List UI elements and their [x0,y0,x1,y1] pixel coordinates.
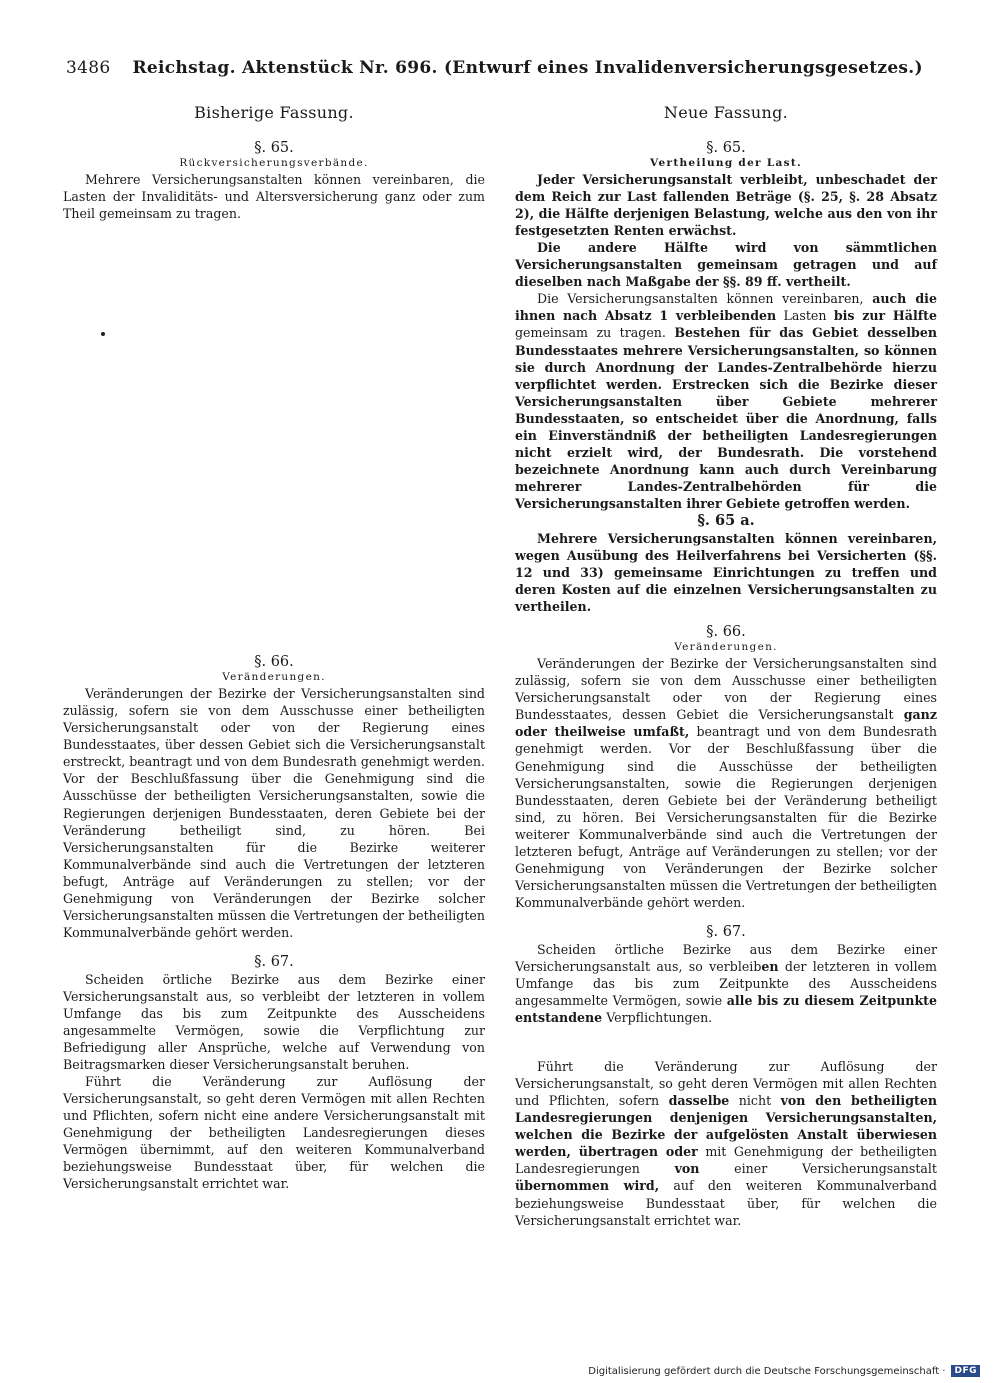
section-text: Mehrere Versicherungsanstalten können vereinbaren, die Lasten der Invaliditäts- und Altersversicherung ganz oder zum Theil gemeinsam zu tragen. [63,172,485,222]
section-number: §. 65. [706,140,746,157]
column-heading-new: Neue Fassung. [663,103,789,122]
section-number: §. 67. [254,953,294,970]
paragraph-gap [515,911,937,923]
dfg-logo: DFG [951,1365,980,1377]
section-text [515,290,937,512]
section-number: §. 66. [706,624,746,641]
section-text [515,941,937,1026]
text-run: Scheiden örtliche Bezirke aus dem Bezirke einer Versicherungsanstalt aus, so verbleib [515,941,937,974]
column-new-version [515,104,937,1229]
section-text [515,1058,937,1228]
section-text: Jeder Versicherungsanstalt verbleibt, unbeschadet der dem Reich zur Last fallenden Beträge (§. 25, §. 28 Absatz 2), die Hälfte derjenigen Belastung, welche aus den von ihr festgesetzten Renten erwächst. [515,172,937,239]
paragraph-gap [515,615,937,623]
column-heading-old: Bisherige Fassung. [194,103,354,122]
text-run-bold: alle bis zu diesem Zeitpunkte entstandene [515,993,937,1026]
text-run-bold: von den betheiligten Landesregierungen denjenigen Versicherungsanstalten, welchen die Bezirke der aufgelösten Anstalt überwiesen werden, übertragen oder [515,1093,937,1160]
text-run: auf den weiteren Kommunalverband beziehungsweise Bundesstaat über, für welchen die Versicherungsanstalt errichtet war. [515,1178,937,1228]
section-text: Mehrere Versicherungsanstalten können vereinbaren, wegen Ausübung des Heilverfahrens bei Versicherten (§§. 12 und 33) gemeinsame Einrichtungen zu treffen und deren Kosten auf die einzelnen Versicherungsanstalten zu vertheilen. [515,530,937,615]
text-run: Lasten [776,308,834,324]
text-run: gemeinsam zu tragen. [515,325,675,341]
digitization-credit [588,1365,980,1377]
section-subtitle: Rückversicherungsverbände. [179,157,369,170]
text-run-bold: von [674,1161,700,1177]
text-run: Veränderungen der Bezirke der Versicherungsanstalten sind zulässig, sofern sie von dem Ausschusse einer betheiligten Versicherungsanstalt oder von der Regierung eines Bundesstaates, dessen Gebiet die Versicherungsanstalt [515,656,937,723]
running-title: Reichstag. Aktenstück Nr. 696. (Entwurf eines Invalidenversicherungsgesetzes.) [132,58,923,78]
text-run-bold: auch die ihnen nach Absatz 1 verbleibenden [515,291,937,324]
section-number: §. 65 a. [697,511,755,529]
column-old-version [63,104,485,1193]
page-number: 3486 [66,58,111,78]
section-subtitle: Veränderungen. [674,641,778,654]
section-text [515,655,937,911]
text-run-bold: Bestehen für das Gebiet desselben Bundesstaates mehrere Versicherungsanstalten, so können sie durch Anordnung der Landes-Zentralbehörde hierzu verpflichtet werden. Erstrecken sich die Bezirke dieser Versicherungsanstalten über Gebiete mehrerer Bundesstaaten, so entscheidet über die Anordnung, falls ein Einverständniß der betheiligten Landesregierungen nicht erzielt wird, der Bundesrath. Die vorstehend bezeichnete Anordnung kann auch durch Vereinbarung mehrerer Landes-Zentralbehörden für die Versicherungsanstalten ihrer Gebiete getroffen werden. [515,325,937,511]
text-run: nicht [729,1093,781,1109]
section-text: Scheiden örtliche Bezirke aus dem Bezirke einer Versicherungsanstalt aus, so verbleibt der letzteren in vollem Umfange das bis zum Zeitpunkte des Ausscheidens angesammelte Vermögen, sowie die Verpflichtung zur Befriedigung aller Ansprüche, welche auf Verwendung von Beitragsmarken dieser Versicherungsanstalt beruhen. [63,971,485,1073]
section-number: §. 66. [254,654,294,671]
text-run-bold: übernommen wird, [515,1178,660,1194]
text-run-bold: dasselbe [668,1093,730,1109]
text-run: Führt die Veränderung zur Auflösung der Versicherungsanstalt, so geht deren Vermögen mit allen Rechten und Pflichten, sofern [515,1059,937,1109]
text-run: mit Genehmigung der betheiligten Landesregierungen [515,1144,937,1177]
text-run: beantragt und von dem Bundesrath genehmigt werden. Vor der Beschlußfassung über die Genehmigung sind die Ausschüsse der betheiligten Versicherungsanstalten, sowie die Regierungen derjenigen Bundesstaaten, deren Gebiete bei der Veränderung betheiligt sind, zu hören. Bei Versicherungsanstalten für die Bezirke weiterer Kommunalverbände sind auch die Vertretungen der letzteren befugt, Anträge auf Veränderungen zu stellen; vor der Genehmigung von Veränderungen der Bezirke solcher Versicherungsanstalten müssen die Vertretungen der betheiligten Kommunalverbände gehört werden. [515,724,937,910]
section-text: Führt die Veränderung zur Auflösung der Versicherungsanstalt, so geht deren Vermögen mit allen Rechten und Pflichten, sofern nicht eine andere Versicherungsanstalt mit Genehmigung der betheiligten Landesregierungen dieses Vermögen übernimmt, auf den weiteren Kommunalverband beziehungsweise Bundesstaat über, für welchen die Versicherungsanstalt errichtet war. [63,1074,485,1192]
credit-text: Digitalisierung gefördert durch die Deutsche Forschungsgemeinschaft · [588,1365,946,1377]
text-run: einer Versicherungsanstalt [699,1161,937,1177]
column-spacer [63,222,485,653]
text-run-bold: bis zur Hälfte [833,308,937,324]
section-number: §. 65. [254,140,294,157]
section-subtitle: Vertheilung der Last. [650,157,802,170]
paragraph-gap [63,941,485,953]
section-number: §. 67. [706,923,746,940]
text-run-bold: ganz oder theilweise umfaßt, [515,707,937,740]
paragraph-gap [515,1026,937,1058]
text-run: der letzteren in vollem Umfange das bis zum Zeitpunkte des Ausscheidens angesammelte Vermögen, sowie [515,958,938,1009]
section-subtitle: Veränderungen. [222,671,326,684]
section-text: Die andere Hälfte wird von sämmtlichen Versicherungsanstalten gemeinsam getragen und auf dieselben nach Maßgabe der §§. 89 ff. vertheilt. [515,240,937,290]
text-run: Verpflichtungen. [602,1010,713,1026]
text-run-bold: en [761,958,779,974]
section-text: Veränderungen der Bezirke der Versicherungsanstalten sind zulässig, sofern sie von dem Ausschusse einer betheiligten Versicherungsanstalt oder von der Regierung eines Bundesstaates, über dessen Gebiet sich die Versicherungsanstalt erstreckt, beantragt und von dem Bundesrath genehmigt werden. Vor der Beschlußfassung über die Genehmigung sind die Ausschüsse der betheiligten Versicherungsanstalten, sowie die Regierungen derjenigen Bundesstaaten, deren Gebiete bei der Veränderung betheiligt sind, zu hören. Bei Versicherungsanstalten für die Bezirke weiterer Kommunalverbände sind auch die Vertretungen der letzteren befugt, Anträge auf Veränderungen zu stellen; vor der Genehmigung von Veränderungen der Bezirke solcher Versicherungsanstalten müssen die Vertretungen der betheiligten Kommunalverbände gehört werden. [63,686,485,940]
text-run: Die Versicherungsanstalten können vereinbaren, [537,291,873,307]
page-header [66,58,946,78]
